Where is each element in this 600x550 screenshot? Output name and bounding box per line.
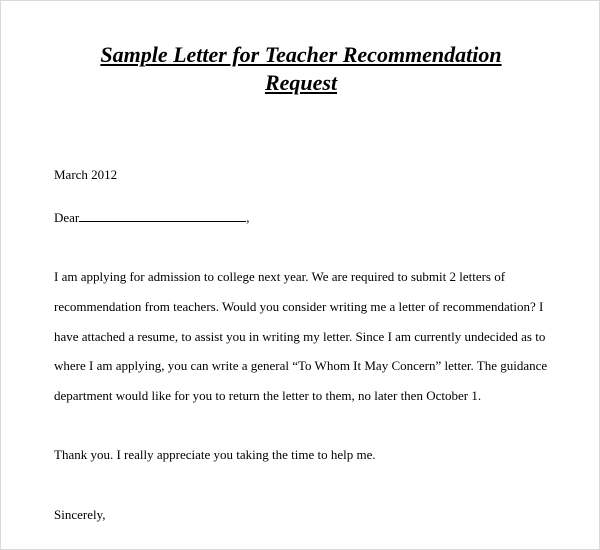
thanks-line: Thank you. I really appreciate you taking the time to help me. [54, 447, 376, 462]
letter-title-line-1: Sample Letter for Teacher Recommendation [100, 42, 502, 67]
letter-date: March 2012 [54, 167, 118, 182]
body-line: I am applying for admission to college next year. We are required to submit 2 letters of [54, 269, 506, 284]
body-line: have attached a resume, to assist you in writing my letter. Since I am currently undecided as to [54, 329, 546, 344]
recipient-name-blank [79, 209, 246, 222]
body-line: department would like for you to return the letter to them, no later then October 1. [54, 388, 482, 403]
body-line: recommendation from teachers. Would you consider writing me a letter of recommendation? I [54, 299, 544, 314]
salutation-comma: , [246, 210, 250, 225]
salutation [54, 209, 250, 226]
body-line: where I am applying, you can write a general “To Whom It May Concern” letter. The guidance [54, 358, 548, 373]
salutation-word: Dear [54, 210, 80, 225]
closing-line: Sincerely, [54, 507, 106, 522]
letter-title-line-2: Request [264, 70, 338, 95]
